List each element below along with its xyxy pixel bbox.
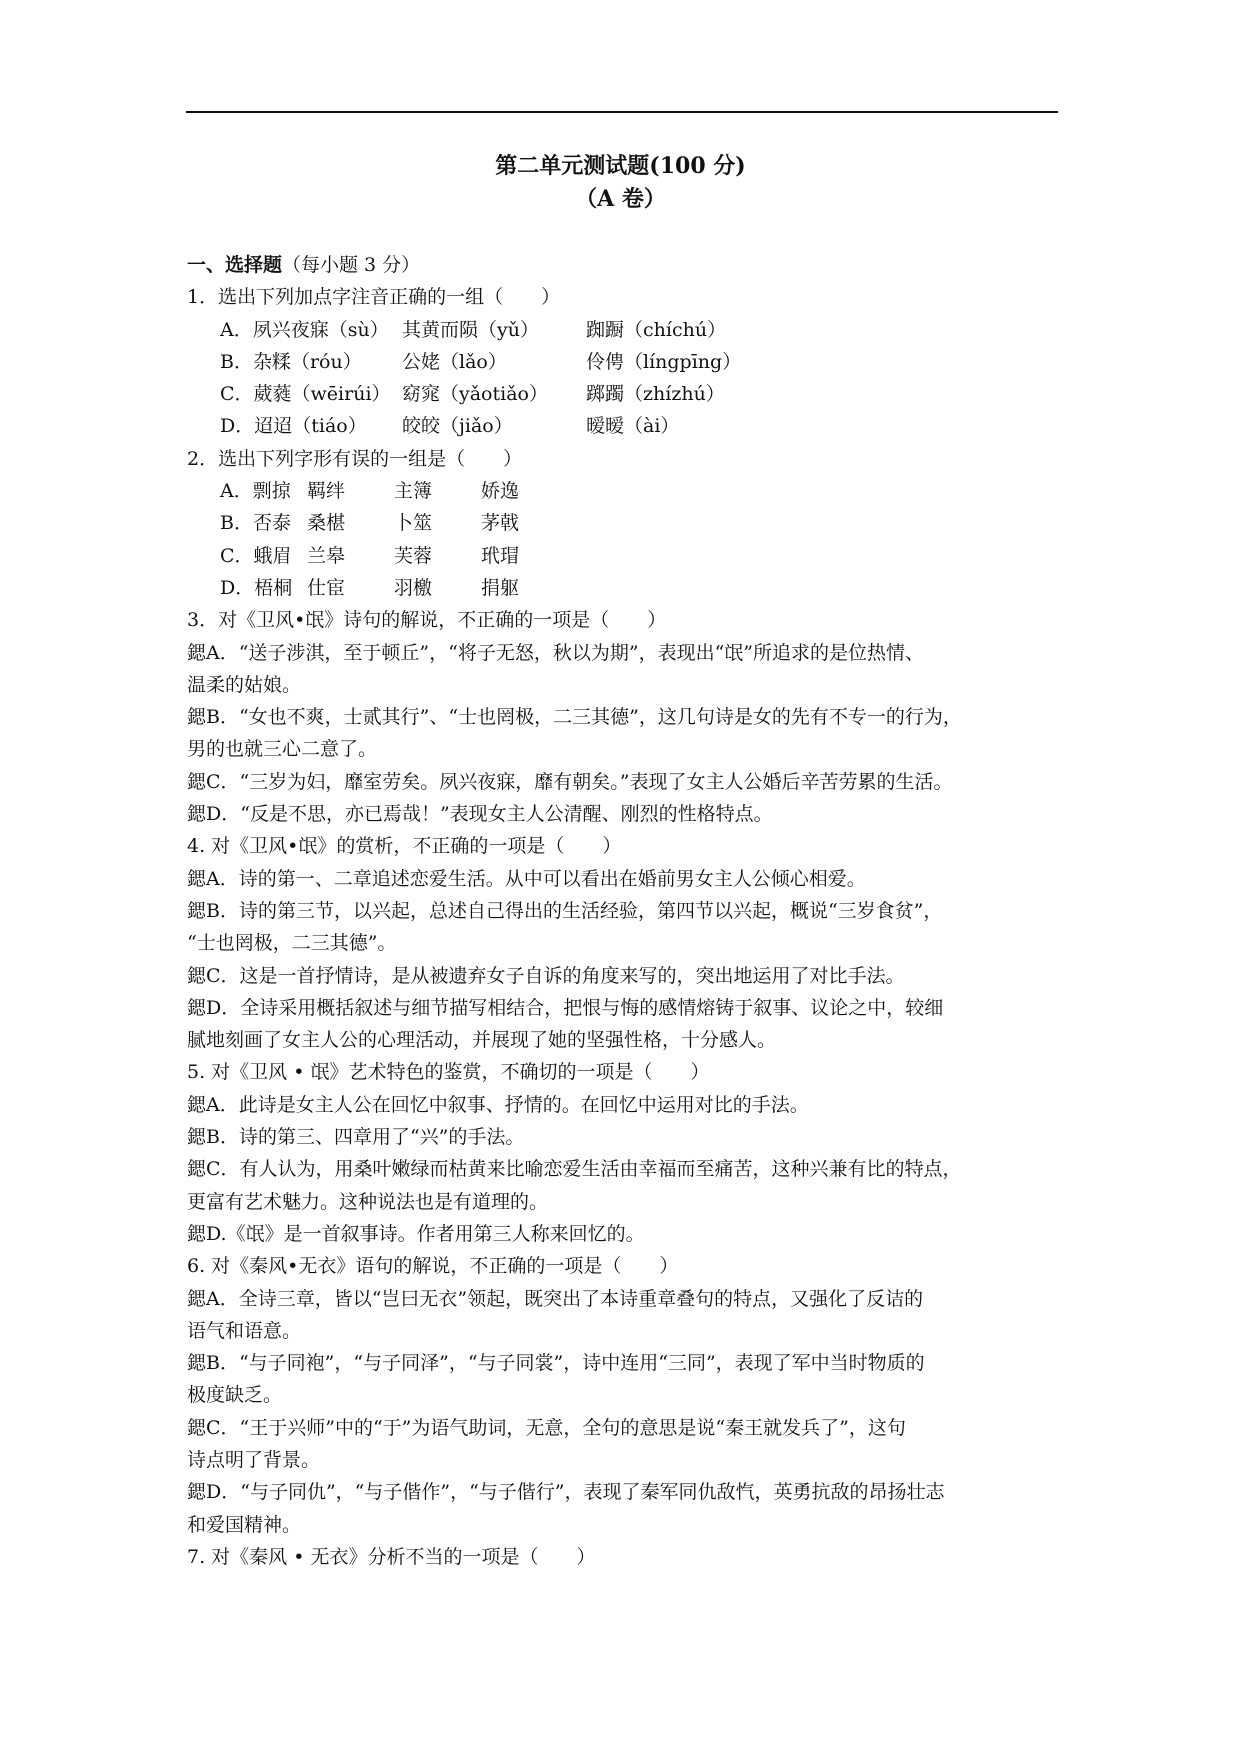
q3-option-c: 鍶C．“三岁为妇，靡室劳矣。夙兴夜寐，靡有朝矣。”表现了女主人公婚后辛苦劳累的生活。	[187, 770, 953, 793]
q1-a-item-3: 踟蹰（chíchú）	[586, 318, 727, 341]
q2-option-c	[187, 540, 1057, 572]
q2-b-item-2: 桑椹	[307, 512, 346, 535]
q4-option-b-line-1: 鍶B．诗的第三节，以兴起，总述自己得出的生活经验，第四节以兴起，概说“三岁食贫”，	[187, 899, 943, 922]
q5-option-d: 鍶D.《氓》是一首叙事诗。作者用第三人称来回忆的。	[187, 1222, 645, 1245]
question-7-stem: 7. 对《秦风 • 无衣》分析不当的一项是（ ）	[187, 1545, 596, 1568]
q4-option-d-line-2: 腻地刻画了女主人公的心理活动，并展现了她的坚强性格，十分感人。	[187, 1029, 777, 1052]
q2-c-item-1: C．蛾眉	[220, 544, 292, 567]
q5-option-c-line-1: 鍶C．有人认为，用桑叶嫩绿而枯黄来比喻恋爱生活由幸福而至痛苦，这种兴兼有比的特点，	[187, 1158, 962, 1181]
q6-option-c-line-2: 诗点明了背景。	[187, 1448, 321, 1471]
q1-d-item-2: 皎皎（jiǎo）	[402, 415, 513, 438]
q1-c-item-3: 踯躅（zhízhú）	[586, 383, 725, 406]
q4-option-d-line-1: 鍶D．全诗采用概括叙述与细节描写相结合，把恨与悔的感情熔铸于叙事、议论之中，较细	[187, 996, 944, 1019]
q1-d-item-1: D．迢迢（tiáo）	[220, 415, 367, 438]
q1-d-item-3: 暧暧（ài）	[586, 415, 680, 438]
q1-a-item-2: 其黄而陨（yǔ）	[402, 318, 539, 341]
question-6-stem: 6. 对《秦风•无衣》语句的解说，不正确的一项是（ ）	[187, 1255, 679, 1278]
q6-option-a-line-2: 语气和语意。	[187, 1319, 302, 1342]
q3-option-a-line-2: 温柔的姑娘。	[187, 673, 302, 696]
q2-d-item-4: 捐躯	[481, 576, 520, 599]
q6-option-a-line-1: 鍶A．全诗三章，皆以“岂曰无衣”领起，既突出了本诗重章叠句的特点，又强化了反诘的	[187, 1287, 924, 1310]
section-heading	[187, 249, 1057, 281]
q5-option-a: 鍶A．此诗是女主人公在回忆中叙事、抒情的。在回忆中运用对比的手法。	[187, 1093, 809, 1116]
q2-a-item-1: A．剽掠	[220, 480, 291, 503]
q4-option-b-line-2: “士也罔极，二三其德”。	[187, 932, 397, 955]
q3-option-a-line-1: 鍶A．“送子涉淇，至于顿丘”，“将子无怒，秋以为期”，表现出“氓”所追求的是位热情、	[187, 641, 925, 664]
q4-option-c: 鍶C．这是一首抒情诗，是从被遗弃女子自诉的角度来写的，突出地运用了对比手法。	[187, 964, 905, 987]
q2-b-item-1: B．否泰	[220, 512, 291, 535]
q3-option-b-line-1: 鍶B．“女也不爽，士贰其行”、“士也罔极，二三其德”，这几句诗是女的先有不专一的行为，	[187, 706, 962, 729]
q1-c-item-2: 窈窕（yǎotiǎo）	[402, 383, 548, 406]
q5-option-c-line-2: 更富有艺术魅力。这种说法也是有道理的。	[187, 1190, 549, 1213]
q1-b-item-2: 公姥（lǎo）	[402, 350, 507, 373]
question-1-stem: 1．选出下列加点字注音正确的一组（ ）	[187, 286, 561, 309]
header-rule	[186, 111, 1058, 113]
q1-option-d	[187, 410, 1057, 442]
q2-d-item-2: 仕宦	[307, 576, 346, 599]
q2-d-item-1: D．梧桐	[220, 576, 293, 599]
q5-option-b: 鍶B．诗的第三、四章用了“兴”的手法。	[187, 1126, 525, 1149]
question-3-stem: 3．对《卫风•氓》诗句的解说，不正确的一项是（ ）	[187, 609, 667, 632]
q1-b-item-1: B．杂糅（róu）	[220, 350, 362, 373]
q1-a-item-1: A．夙兴夜寐（sù）	[220, 318, 389, 341]
q6-option-b-line-2: 极度缺乏。	[187, 1384, 283, 1407]
question-2-stem: 2．选出下列字形有误的一组是（ ）	[187, 447, 523, 470]
q2-d-item-3: 羽檄	[394, 576, 433, 599]
q2-b-item-4: 茅戟	[481, 512, 520, 535]
q1-b-item-3: 伶俜（língpīng）	[586, 350, 742, 373]
q1-option-a	[187, 314, 1057, 346]
q1-option-c	[187, 378, 1057, 410]
q2-a-item-3: 主簿	[394, 480, 433, 503]
question-4-stem: 4. 对《卫风•氓》的赏析，不正确的一项是（ ）	[187, 835, 622, 858]
q2-b-item-3: 卜筮	[394, 512, 433, 535]
question-5-stem: 5. 对《卫风 • 氓》艺术特色的鉴赏，不确切的一项是（ ）	[187, 1061, 710, 1084]
section-note: （每小题 3 分）	[282, 254, 421, 276]
title-block	[0, 150, 1241, 216]
question-content	[187, 249, 1057, 1573]
q6-option-d-line-2: 和爱国精神。	[187, 1513, 302, 1536]
q2-option-b	[187, 507, 1057, 539]
q2-option-d	[187, 572, 1057, 604]
q3-option-b-line-2: 男的也就三心二意了。	[187, 738, 378, 761]
q1-c-item-1: C．葳蕤（wēirúi）	[220, 383, 391, 406]
page-subtitle: （A 卷）	[575, 186, 666, 212]
q6-option-b-line-1: 鍶B．“与子同袍”，“与子同泽”，“与子同裳”，诗中连用“三同”，表现了军中当时物质的	[187, 1352, 925, 1375]
q2-option-a	[187, 475, 1057, 507]
q2-a-item-2: 羁绊	[307, 480, 346, 503]
q6-option-d-line-1: 鍶D．“与子同仇”，“与子偕作”，“与子偕行”，表现了秦军同仇敌忾，英勇抗敌的昂扬壮志	[187, 1481, 945, 1504]
q2-a-item-4: 娇逸	[481, 480, 520, 503]
q2-c-item-4: 玳瑁	[481, 544, 520, 567]
section-title: 一、选择题	[187, 254, 283, 276]
q3-option-d: 鍶D．“反是不思，亦已焉哉！”表现女主人公清醒、刚烈的性格特点。	[187, 803, 773, 826]
q4-option-a: 鍶A．诗的第一、二章追述恋爱生活。从中可以看出在婚前男女主人公倾心相爱。	[187, 867, 866, 890]
q6-option-c-line-1: 鍶C．“王于兴师”中的“于”为语气助词，无意，全句的意思是说“秦王就发兵了”，这句	[187, 1416, 906, 1439]
q2-c-item-3: 芙蓉	[394, 544, 433, 567]
q1-option-b	[187, 346, 1057, 378]
page-title: 第二单元测试题(100 分)	[495, 153, 746, 179]
q2-c-item-2: 兰皋	[307, 544, 346, 567]
